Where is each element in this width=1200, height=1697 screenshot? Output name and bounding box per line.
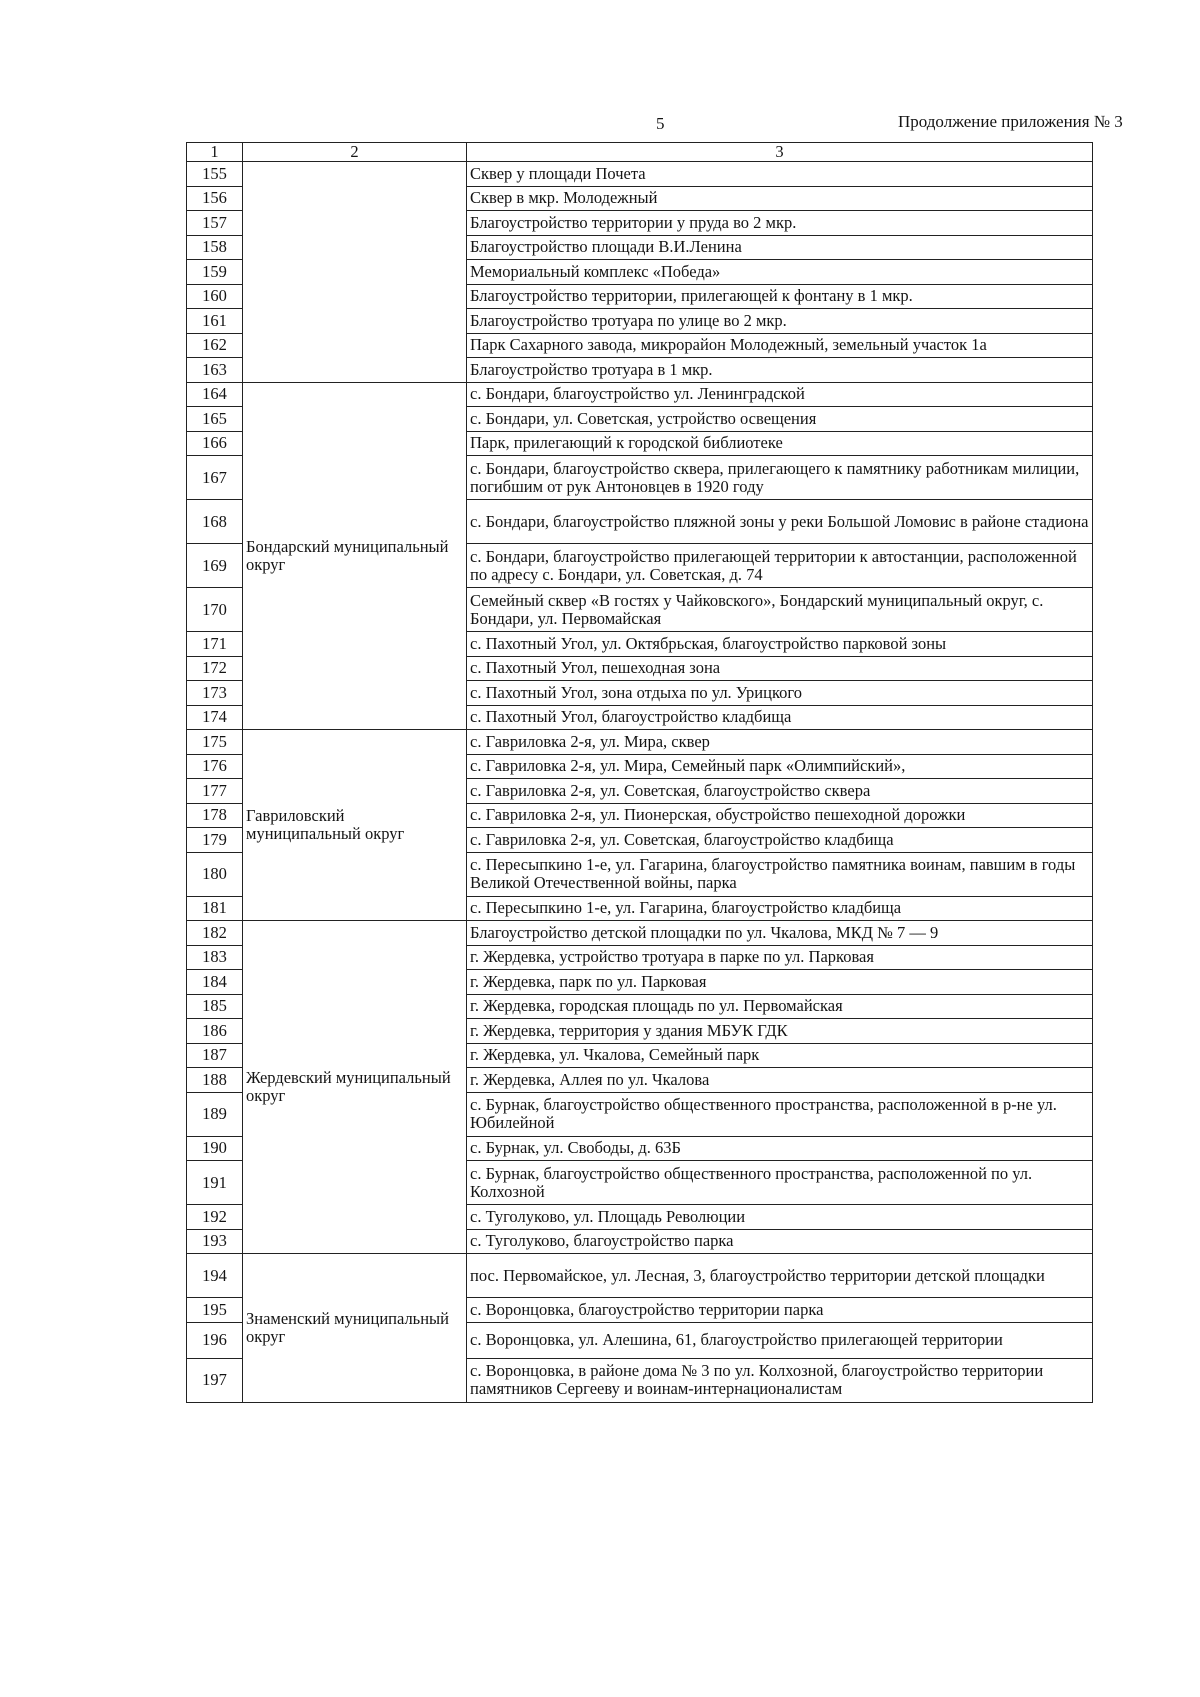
row-number: 161 (187, 309, 243, 334)
row-number: 171 (187, 632, 243, 657)
object-description: Сквер в мкр. Молодежный (467, 186, 1093, 211)
row-number: 159 (187, 260, 243, 285)
object-description: Благоустройство территории, прилегающей к фонтану в 1 мкр. (467, 284, 1093, 309)
row-number: 195 (187, 1298, 243, 1323)
row-number: 170 (187, 588, 243, 632)
object-description: с. Гавриловка 2-я, ул. Советская, благоустройство кладбища (467, 828, 1093, 853)
object-description: Семейный сквер «В гостях у Чайковского», Бондарский муниципальный округ, с. Бондари, ул. Первомайская (467, 588, 1093, 632)
header-row (187, 143, 1093, 162)
column-header-2: 2 (243, 143, 467, 162)
table-header (187, 143, 1093, 162)
district-name: Знаменский муниципальный округ (243, 1254, 467, 1403)
table-body (187, 162, 1093, 1403)
object-description: с. Бондари, ул. Советская, устройство освещения (467, 407, 1093, 432)
object-description: с. Бурнак, благоустройство общественного пространства, расположенной в р-не ул. Юбилейной (467, 1092, 1093, 1136)
row-number: 184 (187, 970, 243, 995)
row-number: 165 (187, 407, 243, 432)
row-number: 187 (187, 1043, 243, 1068)
object-description: Парк, прилегающий к городской библиотеке (467, 431, 1093, 456)
row-number: 183 (187, 945, 243, 970)
row-number: 162 (187, 333, 243, 358)
object-description: Благоустройство территории у пруда во 2 мкр. (467, 211, 1093, 236)
row-number: 168 (187, 500, 243, 544)
district-name: Гавриловский муниципальный округ (243, 730, 467, 921)
row-number: 169 (187, 544, 243, 588)
object-description: с. Бондари, благоустройство пляжной зоны у реки Большой Ломовис в районе стадиона (467, 500, 1093, 544)
row-number: 185 (187, 994, 243, 1019)
object-description: Благоустройство тротуара в 1 мкр. (467, 358, 1093, 383)
row-number: 190 (187, 1136, 243, 1161)
object-description: г. Жердевка, парк по ул. Парковая (467, 970, 1093, 995)
row-number: 186 (187, 1019, 243, 1044)
object-description: Благоустройство тротуара по улице во 2 мкр. (467, 309, 1093, 334)
object-description: с. Пахотный Угол, благоустройство кладбища (467, 705, 1093, 730)
row-number: 156 (187, 186, 243, 211)
row-number: 163 (187, 358, 243, 383)
table-row (187, 382, 1093, 407)
row-number: 157 (187, 211, 243, 236)
row-number: 166 (187, 431, 243, 456)
object-description: Мемориальный комплекс «Победа» (467, 260, 1093, 285)
object-description: г. Жердевка, территория у здания МБУК ГДК (467, 1019, 1093, 1044)
district-name: Бондарский муниципальный округ (243, 382, 467, 730)
row-number: 180 (187, 852, 243, 896)
object-description: с. Гавриловка 2-я, ул. Мира, сквер (467, 730, 1093, 755)
page-number: 5 (656, 114, 665, 133)
object-description: г. Жердевка, городская площадь по ул. Первомайская (467, 994, 1093, 1019)
district-name (243, 162, 467, 383)
object-description: г. Жердевка, ул. Чкалова, Семейный парк (467, 1043, 1093, 1068)
object-description: с. Гавриловка 2-я, ул. Советская, благоустройство сквера (467, 779, 1093, 804)
objects-table (186, 142, 1093, 1403)
row-number: 178 (187, 803, 243, 828)
row-number: 155 (187, 162, 243, 187)
object-description: Сквер у площади Почета (467, 162, 1093, 187)
object-description: Благоустройство детской площадки по ул. Чкалова, МКД № 7 — 9 (467, 921, 1093, 946)
object-description: г. Жердевка, устройство тротуара в парке по ул. Парковая (467, 945, 1093, 970)
row-number: 158 (187, 235, 243, 260)
object-description: с. Гавриловка 2-я, ул. Мира, Семейный парк «Олимпийский», (467, 754, 1093, 779)
object-description: с. Пересыпкино 1-е, ул. Гагарина, благоустройство памятника воинам, павшим в годы Великой Отечественной войны, парка (467, 852, 1093, 896)
row-number: 167 (187, 456, 243, 500)
object-description: с. Пахотный Угол, пешеходная зона (467, 656, 1093, 681)
object-description: с. Пахотный Угол, зона отдыха по ул. Урицкого (467, 681, 1093, 706)
row-number: 175 (187, 730, 243, 755)
object-description: г. Жердевка, Аллея по ул. Чкалова (467, 1068, 1093, 1093)
row-number: 182 (187, 921, 243, 946)
row-number: 197 (187, 1358, 243, 1402)
row-number: 196 (187, 1322, 243, 1358)
row-number: 193 (187, 1229, 243, 1254)
column-header-1: 1 (187, 143, 243, 162)
object-description: с. Гавриловка 2-я, ул. Пионерская, обустройство пешеходной дорожки (467, 803, 1093, 828)
object-description: пос. Первомайское, ул. Лесная, 3, благоустройство территории детской площадки (467, 1254, 1093, 1298)
object-description: с. Бурнак, ул. Свободы, д. 63Б (467, 1136, 1093, 1161)
object-description: с. Туголуково, благоустройство парка (467, 1229, 1093, 1254)
row-number: 172 (187, 656, 243, 681)
row-number: 177 (187, 779, 243, 804)
object-description: с. Бурнак, благоустройство общественного пространства, расположенной по ул. Колхозной (467, 1161, 1093, 1205)
object-description: Благоустройство площади В.И.Ленина (467, 235, 1093, 260)
row-number: 173 (187, 681, 243, 706)
table-row (187, 730, 1093, 755)
row-number: 194 (187, 1254, 243, 1298)
object-description: с. Воронцовка, в районе дома № 3 по ул. Колхозной, благоустройство территории памятников Сергееву и воинам-интернационалистам (467, 1358, 1093, 1402)
table-row (187, 162, 1093, 187)
row-number: 189 (187, 1092, 243, 1136)
object-description: с. Воронцовка, ул. Алешина, 61, благоустройство прилегающей территории (467, 1322, 1093, 1358)
row-number: 192 (187, 1205, 243, 1230)
district-name: Жердевский муниципальный округ (243, 921, 467, 1254)
object-description: с. Бондари, благоустройство сквера, прилегающего к памятнику работникам милиции, погибшим от рук Антоновцев в 1920 году (467, 456, 1093, 500)
object-description: с. Бондари, благоустройство ул. Ленинградской (467, 382, 1093, 407)
row-number: 174 (187, 705, 243, 730)
row-number: 160 (187, 284, 243, 309)
object-description: с. Бондари, благоустройство прилегающей территории к автостанции, расположенной по адресу с. Бондари, ул. Советская, д. 74 (467, 544, 1093, 588)
row-number: 179 (187, 828, 243, 853)
row-number: 164 (187, 382, 243, 407)
row-number: 188 (187, 1068, 243, 1093)
table-row (187, 1254, 1093, 1298)
column-header-3: 3 (467, 143, 1093, 162)
row-number: 176 (187, 754, 243, 779)
row-number: 181 (187, 896, 243, 921)
object-description: с. Пересыпкино 1-е, ул. Гагарина, благоустройство кладбища (467, 896, 1093, 921)
appendix-continuation-label: Продолжение приложения № 3 (898, 112, 1123, 131)
object-description: Парк Сахарного завода, микрорайон Молодежный, земельный участок 1а (467, 333, 1093, 358)
object-description: с. Туголуково, ул. Площадь Революции (467, 1205, 1093, 1230)
row-number: 191 (187, 1161, 243, 1205)
table-row (187, 921, 1093, 946)
object-description: с. Пахотный Угол, ул. Октябрьская, благоустройство парковой зоны (467, 632, 1093, 657)
object-description: с. Воронцовка, благоустройство территории парка (467, 1298, 1093, 1323)
